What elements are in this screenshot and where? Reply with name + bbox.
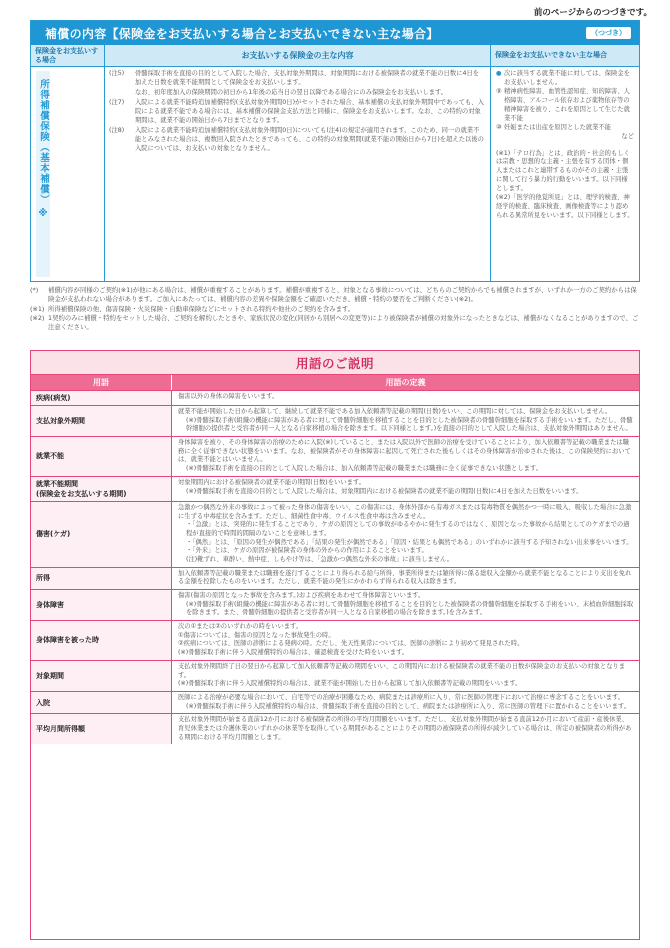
glossary-definition-line: 次の①または②のいずれかの時をいいます。 bbox=[178, 623, 303, 631]
glossary-definition bbox=[172, 692, 639, 713]
glossary-term-text: 平均月間所得額 bbox=[36, 725, 85, 734]
pay-note bbox=[109, 99, 484, 126]
glossary-definition-line: 急激かつ偶然な外来の事故によって被った身体の傷害をいい、この傷害には、身体外部から有毒ガスまたは有毒物質を偶然かつ一時に吸入、吸収した場合に急激に生ずる中毒症状を含みます。ただし、細菌性食中毒、ウイルス性食中毒は含みません。 bbox=[178, 503, 632, 520]
glossary-term bbox=[31, 477, 172, 501]
glossary-definition-line: 支払対象外期間が始まる直前12か月における被保険者の所得の平均月間額をいいます。ただし、支払対象外期間が始まる直前12か月において産前・産後休業、育児休業または介護休業のいずれかの休業等を取得している期間があることによりその期間の被保険者の所得が減少している場合は、所定の被保険者の所得がある期間における平均月間額とします。 bbox=[178, 716, 632, 741]
nopay-text: 精神病性障害、血管性認知症、知的障害、人格障害、アルコール依存および薬物依存等の精神障害を被り、これを原因として生じた就業不能 bbox=[504, 87, 630, 122]
glossary-row bbox=[31, 567, 639, 589]
glossary-term-text: 疾病(病気) bbox=[36, 394, 71, 402]
glossary-definition-line: ①傷害については、傷害の原因となった事故発生の時。 bbox=[178, 631, 335, 639]
glossary-definition-line: (※)骨髄採取手術を直接の目的として入院した場合は、加入依頼書等記載の職業または職務に全く従事できない状態とします。 bbox=[186, 465, 543, 473]
glossary-term bbox=[31, 714, 172, 744]
pay-note-text: 骨髄採取手術を直接の目的として入院した場合、支払対象外期間は、対象期間における被保険者の就業不能の日数に4日を加えた日数を就業不能期間として保険金をお支払いします。 bbox=[135, 70, 480, 86]
glossary-term-text: (保険金をお支払いする期間) bbox=[36, 489, 127, 498]
nopay-item bbox=[496, 194, 634, 221]
coverage-body bbox=[31, 67, 639, 281]
coverage-column-headers bbox=[31, 45, 639, 67]
footnote-text: 1契約のみに補償・特約をセットした場合、ご契約を解約したときや、家族状況の変化(同居から別居への変更等)により被保険者が補償の対象外になったときなどは、補償がなくなることがありますので、ご注意ください。 bbox=[48, 313, 639, 332]
pay-note-label bbox=[109, 89, 135, 98]
footnote-label: (※1) bbox=[30, 304, 45, 313]
glossary-definition-line: 傷害(傷害の原因となった事故を含みます。)および疾病をあわせて身体障害といいます。 bbox=[178, 592, 425, 599]
glossary-definition-line: 支払対象外期間終了日の翌日から起算して加入依頼書等記載の期間をいい、この期間内における被保険者の就業不能の日数が保険金のお支払いの対象となります。 bbox=[178, 662, 626, 679]
glossary-term bbox=[31, 568, 172, 589]
coverage-type-cell bbox=[31, 67, 105, 281]
glossary-term bbox=[31, 590, 172, 620]
glossary-term bbox=[31, 437, 172, 476]
glossary-row bbox=[31, 405, 639, 436]
pay-note bbox=[109, 70, 484, 88]
glossary-definition bbox=[172, 437, 639, 476]
glossary-term-text: 対象期間 bbox=[36, 671, 64, 680]
glossary-definition bbox=[172, 621, 639, 660]
glossary-term bbox=[31, 661, 172, 691]
pay-note-label: (注7) bbox=[109, 98, 125, 106]
glossary-definition-line: (※)骨髄採取手術に伴う入院補償特約の場合は、確認検査を受けた時をいいます。 bbox=[178, 649, 409, 657]
glossary-term bbox=[31, 406, 172, 436]
glossary-definition-line: ・「急激」とは、突発的に発生することであり、ケガの原因としての事故がゆるやかに発生するのではなく、原因となった事故から結果としてのケガまでの過程が直接的で時間的間隔のないことを意味します。 bbox=[186, 521, 630, 537]
glossary-term bbox=[31, 391, 172, 405]
glossary-term bbox=[31, 502, 172, 567]
nopay-text: 妊娠または出産を原因とした就業不能 bbox=[504, 123, 612, 131]
glossary-row bbox=[31, 660, 639, 691]
nopay-text: 次に該当する就業不能に対しては、保険金をお支払いしません。 bbox=[504, 70, 630, 86]
glossary-definition bbox=[172, 568, 639, 589]
coverage-section bbox=[30, 20, 640, 282]
glossary-definition-line: (※)骨髄採取手術に伴う入院補償特約の場合は、就業不能が開始した日から起算して加入依頼書等記載の期間をいいます。 bbox=[178, 680, 522, 688]
nopay-text: (※2)「医学的他覚所見」とは、理学的検査、神経学的検査、臨床検査、画像検査等により認められる異常所見をいいます。以下同様とします。 bbox=[496, 194, 634, 220]
coverage-title: 補償の内容【保険金をお支払いする場合とお支払いできない主な場合】 bbox=[45, 26, 439, 41]
glossary-definition-line: 医師による治療が必要な場合において、自宅等での治療が困難なため、病院または診療所に入り、常に医師の管理下において治療に専念することをいいます。 bbox=[178, 693, 625, 701]
glossary-definition-line: ・「外来」とは、ケガの原因が被保険者の身体の外からの作用によることをいいます。 bbox=[186, 547, 428, 555]
footnote bbox=[30, 314, 640, 333]
glossary-rows bbox=[31, 390, 639, 744]
nopay-mark: ● bbox=[496, 70, 502, 77]
pay-note-label: (注8) bbox=[109, 126, 125, 134]
glossary-header bbox=[31, 351, 639, 375]
glossary-definition-line: ②疾病については、医師の診断による発病の時。ただし、先天性異常については、医師の診断により初めて発見された時。 bbox=[178, 640, 524, 648]
glossary-row bbox=[31, 589, 639, 620]
footnote-label: (※2) bbox=[30, 313, 45, 322]
footnote-text: 所得補償保険の他、傷害保険・火災保険・自動車保険などにセットされる特約や他社のご契約を含みます。 bbox=[48, 304, 355, 313]
glossary-term-text: 身体障害を被った時 bbox=[36, 636, 99, 645]
nopay-mark: ⑨ bbox=[496, 87, 502, 95]
glossary-section bbox=[30, 350, 640, 940]
glossary-term-text: 就業不能 bbox=[36, 452, 64, 461]
glossary-definition bbox=[172, 502, 639, 567]
col-header-nopay: 保険金をお支払いできない主な場合 bbox=[495, 51, 607, 60]
glossary-row bbox=[31, 390, 639, 405]
col-header-pay: お支払いする保険金の主な内容 bbox=[105, 45, 491, 66]
glossary-definition bbox=[172, 661, 639, 691]
glossary-column-headers bbox=[31, 375, 639, 390]
glossary-term-text: 所得 bbox=[36, 574, 50, 583]
glossary-row bbox=[31, 691, 639, 713]
glossary-row bbox=[31, 436, 639, 476]
footnotes bbox=[30, 286, 640, 332]
pay-note bbox=[109, 89, 484, 98]
glossary-definition bbox=[172, 391, 639, 405]
glossary-definition bbox=[172, 590, 639, 620]
glossary-row bbox=[31, 620, 639, 660]
nopay-item bbox=[496, 124, 634, 133]
glossary-definition-line: (※)骨髄採取手術に伴う入院補償特約の場合は、骨髄採取手術を直接の目的として、病院または診療所に入り、常に医師の管理下に置かれることをいいます。 bbox=[186, 702, 631, 710]
pay-note-label: (注5) bbox=[109, 70, 125, 77]
glossary-definition-line: ・「偶然」とは、「原因の発生が偶然である」「結果の発生が偶然である」「原因・結果とも偶然である」のいずれかに該当する予知されない出来事をいいます。 bbox=[186, 538, 633, 546]
pay-note-text: 入院による就業不能時追加補償特約(支払対象外期間0日)がセットされた場合、基本補償の支払対象外期間中であっても、入院による就業不能である場合には、基本補償の保険金支払方法と同様に、保険金をお支払いします。なお、この特約の対象期間は、就業不能の開始日から7日までとなります。 bbox=[135, 98, 484, 124]
glossary-term-text: 傷害(ケガ) bbox=[36, 530, 71, 539]
glossary-term-text: 入院 bbox=[36, 698, 50, 707]
nopay-text: など bbox=[621, 132, 634, 140]
footnote bbox=[30, 286, 640, 305]
glossary-row bbox=[31, 501, 639, 567]
glossary-definition-line: (※)骨髄採取手術を直接の目的として入院した場合は、対象期間内における被保険者の就業不能の期間(日数)に4日を加えた日数をいいます。 bbox=[186, 487, 583, 495]
footnote-text: 補償内容が同様のご契約(※1)が他にある場合は、補償が重複することがあります。補償が重複すると、対象となる事故については、どちらのご契約からでも補償されますが、いずれか一方のご契約からは保険金が支払われない場合があります。ご加入にあたっては、補償内容の差異や保険金額をご確認いただき、補償・特約の要否をご判断ください(※2)。 bbox=[48, 286, 637, 304]
glossary-term-text: 就業不能期間 bbox=[36, 479, 78, 488]
nopay-mark: ⑩ bbox=[496, 123, 502, 131]
nopay-cell bbox=[491, 67, 639, 281]
glossary-definition-line: 傷害以外の身体の障害をいいます。 bbox=[178, 393, 279, 400]
glossary-definition-line: 就業不能が開始した日から起算して、継続して就業不能である加入依頼書等記載の期間(日数)をいい、この期間に対しては、保険金をお支払いしません。 bbox=[178, 408, 612, 415]
nopay-item bbox=[496, 150, 634, 195]
pay-notes-cell bbox=[105, 67, 491, 281]
glossary-term-text: 支払対象外期間 bbox=[36, 417, 85, 426]
coverage-header bbox=[31, 21, 639, 45]
glossary-term bbox=[31, 621, 172, 660]
glossary-definition bbox=[172, 477, 639, 501]
glossary-title: 用語のご説明 bbox=[295, 355, 374, 371]
continued-note: 前のページからのつづきです。 bbox=[533, 8, 652, 18]
footnote-label: (*) bbox=[30, 286, 39, 294]
pay-note-text: 入院による就業不能時追加補償特約(支払対象外期間0日)についても(注4)の規定が適用されます。このため、同一の就業不能とみなされた場合は、複数回入院されたときであっても、この特約の対象期間(就業不能の開始日から7日)を超えた以後の入院については、お支払いの対象となりません。 bbox=[135, 126, 484, 152]
coverage-type-mark: ※ bbox=[37, 208, 49, 220]
glossary-row bbox=[31, 476, 639, 501]
glossary-definition-line: (※)骨髄採取手術(組織の機能に障害がある者に対して骨髄幹細胞を移植することを目的とした被保険者の骨髄幹細胞を採取する手術をいい、末梢血幹細胞採取を除きます。また、骨髄幹細胞の提供者と受容者が同一人となる自家移植の場合を除きます。)を含みます。 bbox=[186, 600, 634, 617]
glossary-definition bbox=[172, 714, 639, 744]
nopay-item bbox=[496, 70, 634, 88]
glossary-definition-line: 身体障害を被り、その身体障害の治療のために入院(※)していること、または入院以外で医師の治療を受けていることにより、加入依頼書等記載の職業または職務に全く従事できない状態をいいます。なお、被保険者がその身体障害に起因して死亡された後もしくはその身体障害が治ゆされた後は、この保険契約においては、就業不能とはいいません。 bbox=[178, 439, 631, 464]
nopay-item bbox=[496, 133, 634, 142]
col-header-definition: 用語の定義 bbox=[385, 378, 426, 387]
nopay-text: (※1)「テロ行為」とは、政治的・社会的もしくは宗教・思想的な主義・主張を有する団体・個人またはこれと連帯するものがその主義・主張に関して行う暴力的行動をいいます。以下同様とします。 bbox=[496, 149, 630, 193]
glossary-definition bbox=[172, 406, 639, 436]
pay-note bbox=[109, 127, 484, 154]
glossary-definition-line: 加入依頼書等記載の職業または職務を遂行することにより得られる給与所得、事業所得または雑所得に係る総収入金額から就業不能となることにより支出を免れる金額を控除したものをいいます。ただし、就業不能の発生にかかわらず得られる収入は除きます。 bbox=[178, 569, 632, 586]
col-header-term: 用語 bbox=[31, 375, 172, 390]
glossary-row bbox=[31, 713, 639, 744]
glossary-definition-line: (※)骨髄採取手術(組織の機能に障害がある者に対して骨髄幹細胞を移植することを目的とした被保険者の骨髄幹細胞を採取する手術をいいます。ただし、骨髄幹細胞の提供者と受容者が同一人となる自家移植の場合を除きます。以下同様とします。)を直接の目的として入院した場合は、支払対象外期間はありません。 bbox=[186, 416, 633, 433]
glossary-term-text: 身体障害 bbox=[36, 601, 64, 610]
nopay-item bbox=[496, 88, 634, 124]
continued-badge: （つづき） bbox=[586, 27, 631, 39]
pay-note-text: なお、初年度加入の保険期間の初日から1年後の応当日の翌日以降である場合にのみ保険金をお支払いします。 bbox=[135, 88, 448, 96]
coverage-type-label: 所得補償保険（基本補償） bbox=[38, 79, 49, 205]
col-header-type: 保険金をお支払いする場合 bbox=[31, 45, 105, 66]
glossary-term bbox=[31, 692, 172, 713]
glossary-definition-line: 対象期間内における被保険者の就業不能の期間(日数)をいいます。 bbox=[178, 478, 366, 486]
glossary-definition-line: (注)靴ずれ、車酔い、熱中症、しもやけ等は、「急激かつ偶然な外来の事故」に該当しません。 bbox=[186, 555, 453, 563]
footnote bbox=[30, 305, 640, 314]
